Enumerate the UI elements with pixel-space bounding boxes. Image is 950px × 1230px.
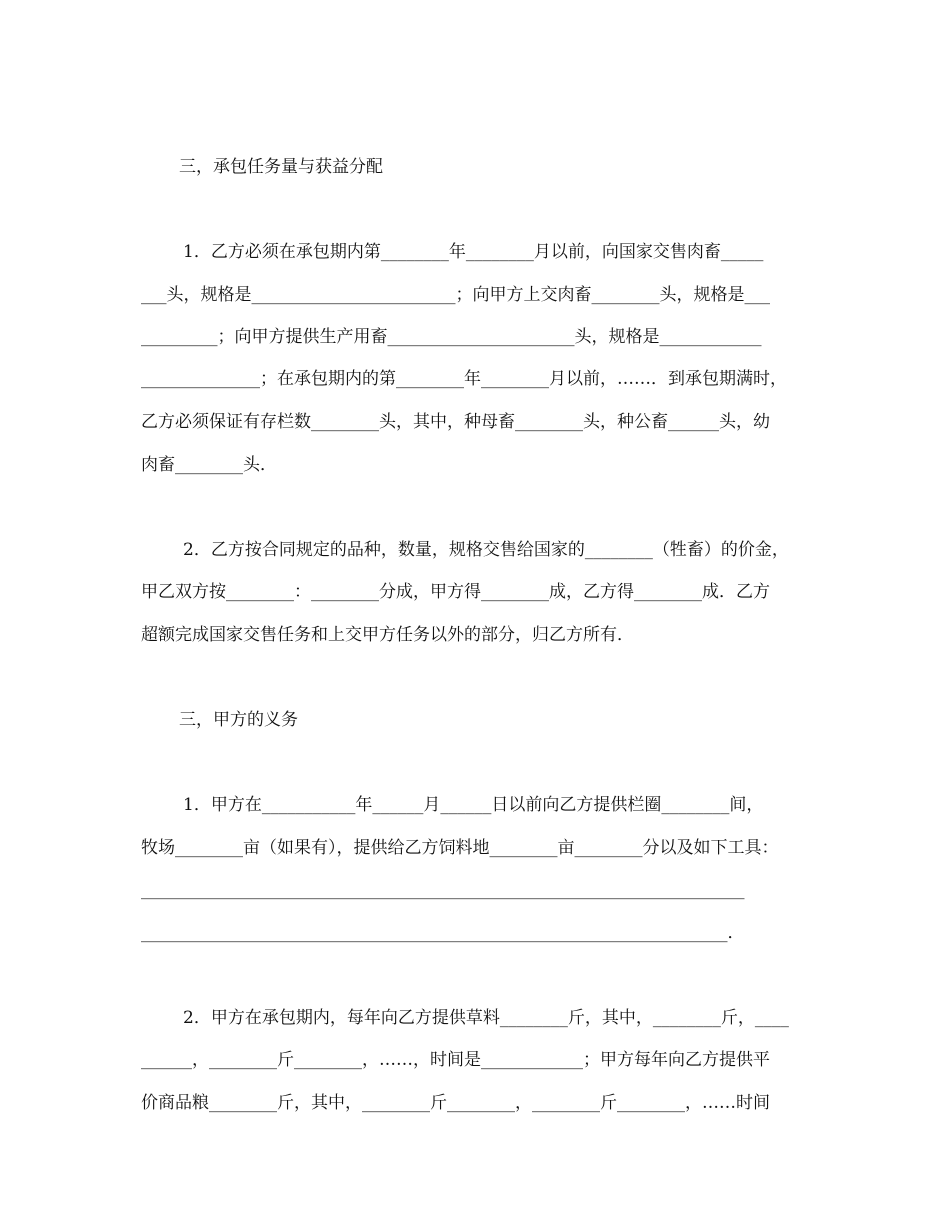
paragraph-3-line-1: 1．甲方在___________年______月______日以前向乙方提供栏圈________间， bbox=[183, 795, 764, 815]
paragraph-4-line-1: 2．甲方在承包期内，每年向乙方提供草料________斤，其中，________斤，____ bbox=[183, 1008, 789, 1028]
section-heading-party-a-obligations: 三，甲方的义务 bbox=[179, 710, 298, 730]
paragraph-2-line-3: 超额完成国家交售任务和上交甲方任务以外的部分，归乙方所有． bbox=[141, 625, 634, 645]
paragraph-1-line-5: 乙方必须保证有存栏数________头，其中，种母畜________头，种公畜______头，幼 bbox=[141, 412, 770, 432]
paragraph-4-line-3: 价商品粮________斤，其中，________斤________，________斤________，……时间 bbox=[141, 1093, 770, 1113]
section-heading-task-distribution: 三，承包任务量与获益分配 bbox=[179, 157, 383, 177]
paragraph-2-line-2: 甲乙双方按________：________分成，甲方得________成，乙方得________成．乙方 bbox=[141, 582, 770, 602]
paragraph-1-line-4: ______________；在承包期内的第________年________月以前，……．到承包期满时， bbox=[141, 369, 787, 389]
paragraph-1-line-1: 1．乙方必须在承包期内第________年________月以前，向国家交售肉畜_____ bbox=[183, 242, 764, 262]
paragraph-3-line-3: _______________________________________________________________________ bbox=[141, 880, 745, 900]
paragraph-1-line-2: ___头，规格是________________________；向甲方上交肉畜________头，规格是___ bbox=[141, 285, 770, 305]
paragraph-1-line-6: 肉畜________头． bbox=[141, 455, 277, 475]
paragraph-3-line-4: _____________________________________________________________________． bbox=[141, 923, 745, 943]
paragraph-2-line-1: 2．乙方按合同规定的品种，数量，规格交售给国家的________（牲畜）的价金， bbox=[183, 540, 789, 560]
paragraph-1-line-3: _________；向甲方提供生产用畜______________________头，规格是____________ bbox=[141, 327, 762, 347]
paragraph-3-line-2: 牧场________亩（如果有），提供给乙方饲料地________亩________分以及如下工具： bbox=[141, 838, 779, 858]
paragraph-4-line-2: ______，________斤________，……，时间是____________；甲方每年向乙方提供平 bbox=[141, 1050, 770, 1070]
